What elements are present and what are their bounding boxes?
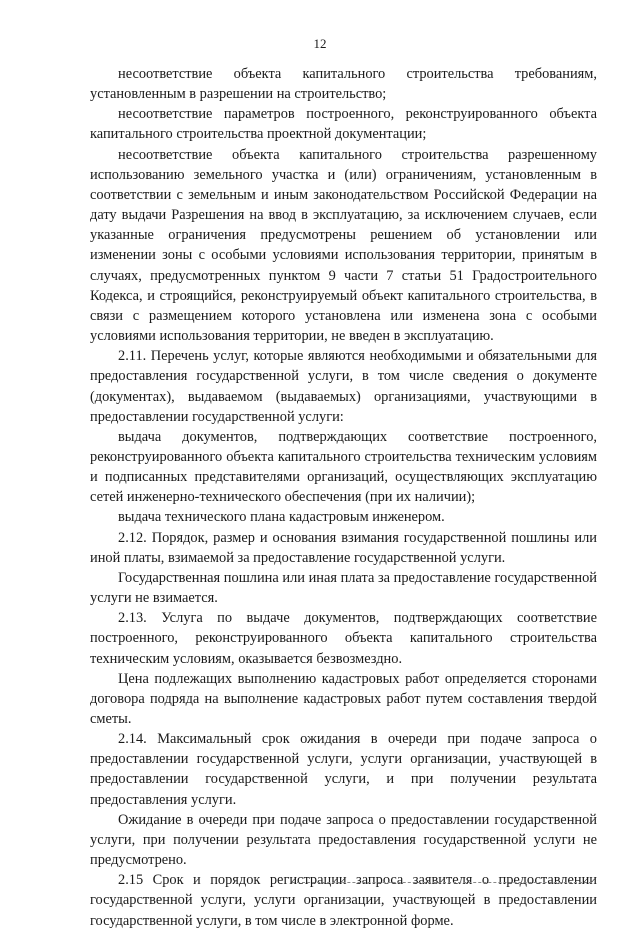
paragraph: несоответствие объекта капитального строительства требованиям, установленным в разрешении на строительство;	[90, 66, 597, 103]
paragraph: несоответствие параметров построенного, реконструированного объекта капитального строительства проектной документации;	[90, 106, 597, 143]
paragraph: 2.11. Перечень услуг, которые являются необходимыми и обязательными для предоставления государственной услуги, в том числе сведения о документе (документах), выдаваемом (выдаваемых) организациями, участвующими в предоставлении государственной услуги:	[90, 348, 597, 425]
paragraph: Государственная пошлина или иная плата за предоставление государственной услуги не взимается.	[90, 569, 597, 607]
document-body	[90, 64, 597, 931]
paragraph: 2.13. Услуга по выдаче документов, подтверждающих соответствие построенного, реконструированного объекта капитального строительства техническим условиям, оказывается безвозмездно.	[90, 610, 597, 667]
paragraph: несоответствие объекта капитального строительства разрешенному использованию земельного участка и (или) ограничениям, установленным в соответствии с земельным и иным законодательством Российской Федерации на дату выдачи Разрешения на ввод в эксплуатацию, за исключением случаев, если указанные ограничения предусмотрены решением об установлении или изменении зоны с особыми условиями использования территории, принятым в случаях, предусмотренных пунктом 9 части 7 статьи 51 Градостроительного Кодекса, и строящийся, реконструируемый объект капитального строительства, в связи с размещением которого установлена или изменена зона с особыми условиями использования территории, не введен в эксплуатацию.	[90, 146, 597, 345]
paragraph: Ожидание в очереди при подаче запроса о предоставлении государственной услуги, при получении результата предоставления государственной услуги не предусмотрено.	[90, 811, 597, 869]
paragraph: Цена подлежащих выполнению кадастровых работ определяется сторонами договора подряда на выполнение кадастровых работ путем составления твердой сметы.	[90, 670, 597, 727]
paragraph: 2.14. Максимальный срок ожидания в очереди при подаче запроса о предоставлении государственной услуги, услуги организации, участвующей в предоставлении государственной услуги, и при получении результата предоставления услуги.	[90, 731, 597, 808]
page-number: 12	[313, 36, 327, 51]
paragraph: выдача документов, подтверждающих соответствие построенного, реконструированного объекта капитального строительства техническим условиям и подписанных представителями организаций, осуществляющих эксплуатацию сетей инженерно-технического обеспечения (при их наличии);	[90, 428, 597, 506]
paragraph: выдача технического плана кадастровым инженером.	[118, 509, 445, 526]
paragraph: 2.12. Порядок, размер и основания взимания государственной пошлины или иной платы, взимаемой за предоставление государственной услуги.	[90, 529, 597, 566]
paragraph: 2.15 Срок и порядок регистрации запроса заявителя о предоставлении государственной услуги, услуги организации, участвующей в предоставлении государственной услуги, в том числе в электронной форме.	[90, 872, 597, 929]
footer-divider	[292, 882, 592, 883]
